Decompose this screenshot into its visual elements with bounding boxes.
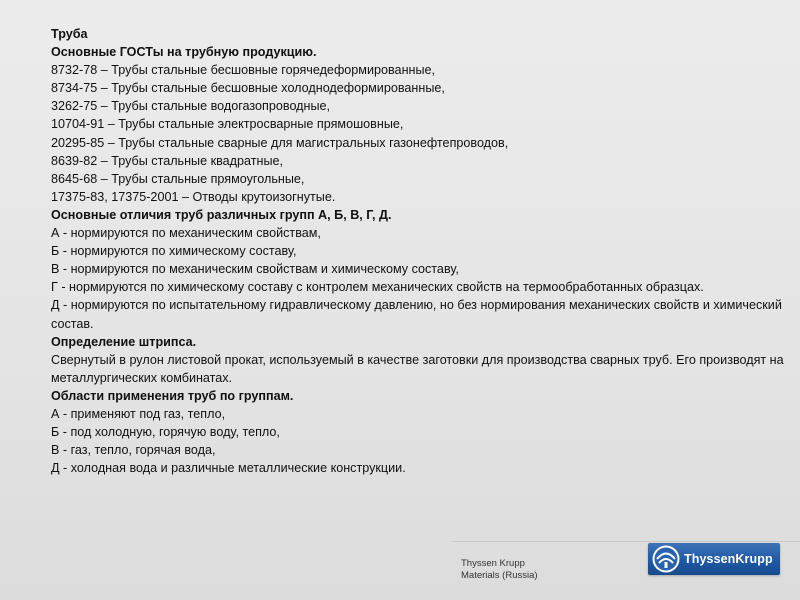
section-heading-strip: Определение штрипса. [51, 334, 197, 349]
document-title: Труба [51, 27, 88, 41]
text-line: 3262-75 – Трубы стальные водогазопроводные, [51, 99, 331, 114]
thyssenkrupp-emblem-icon [651, 544, 681, 574]
text-line: А - применяют под газ, тепло, [51, 406, 226, 421]
footer-divider [452, 541, 800, 542]
text-line: 8734-75 – Трубы стальные бесшовные холоднодеформированные, [51, 81, 445, 96]
text-line: 20295-85 – Трубы стальные сварные для магистральных газонефтепроводов, [51, 135, 509, 150]
document-body [51, 25, 786, 477]
text-line: Д - нормируются по испытательному гидравлическому давлению, но без нормирования механических свойств и химический состав. [51, 298, 782, 331]
text-line: Б - нормируются по химическому составу, [51, 244, 297, 259]
section-heading-groups: Основные отличия труб различных групп А, Б, В, Г, Д. [51, 207, 392, 222]
text-line: 10704-91 – Трубы стальные электросварные прямошовные, [51, 117, 404, 132]
text-line: А - нормируются по механическим свойствам, [51, 226, 321, 241]
company-name-line2: Materials (Russia) [461, 570, 538, 581]
text-line: Д - холодная вода и различные металлические конструкции. [51, 461, 406, 476]
logo-text: ThyssenKrupp [684, 552, 773, 566]
text-line: Б - под холодную, горячую воду, тепло, [51, 425, 280, 440]
text-line: 17375-83, 17375-2001 – Отводы крутоизогнутые. [51, 189, 336, 204]
text-line: Свернутый в рулон листовой прокат, используемый в качестве заготовки для производства сварных труб. Его производят на металлургических комбинатах. [51, 352, 784, 385]
text-line: 8645-68 – Трубы стальные прямоугольные, [51, 171, 305, 186]
company-name [461, 558, 538, 582]
section-heading-applications: Области применения труб по группам. [51, 388, 294, 403]
text-line: 8639-82 – Трубы стальные квадратные, [51, 153, 284, 168]
text-line: 8732-78 – Трубы стальные бесшовные горячедеформированные, [51, 63, 436, 78]
text-line: В - нормируются по механическим свойствам и химическому составу, [51, 262, 459, 277]
text-line: Г - нормируются по химическому составу с контролем механических свойств на термообработанных образцах. [51, 280, 704, 295]
thyssenkrupp-logo [648, 543, 780, 575]
company-name-line1: Thyssen Krupp [461, 558, 525, 569]
text-line: В - газ, тепло, горячая вода, [51, 443, 216, 458]
section-heading-gost: Основные ГОСТы на трубную продукцию. [51, 45, 317, 60]
